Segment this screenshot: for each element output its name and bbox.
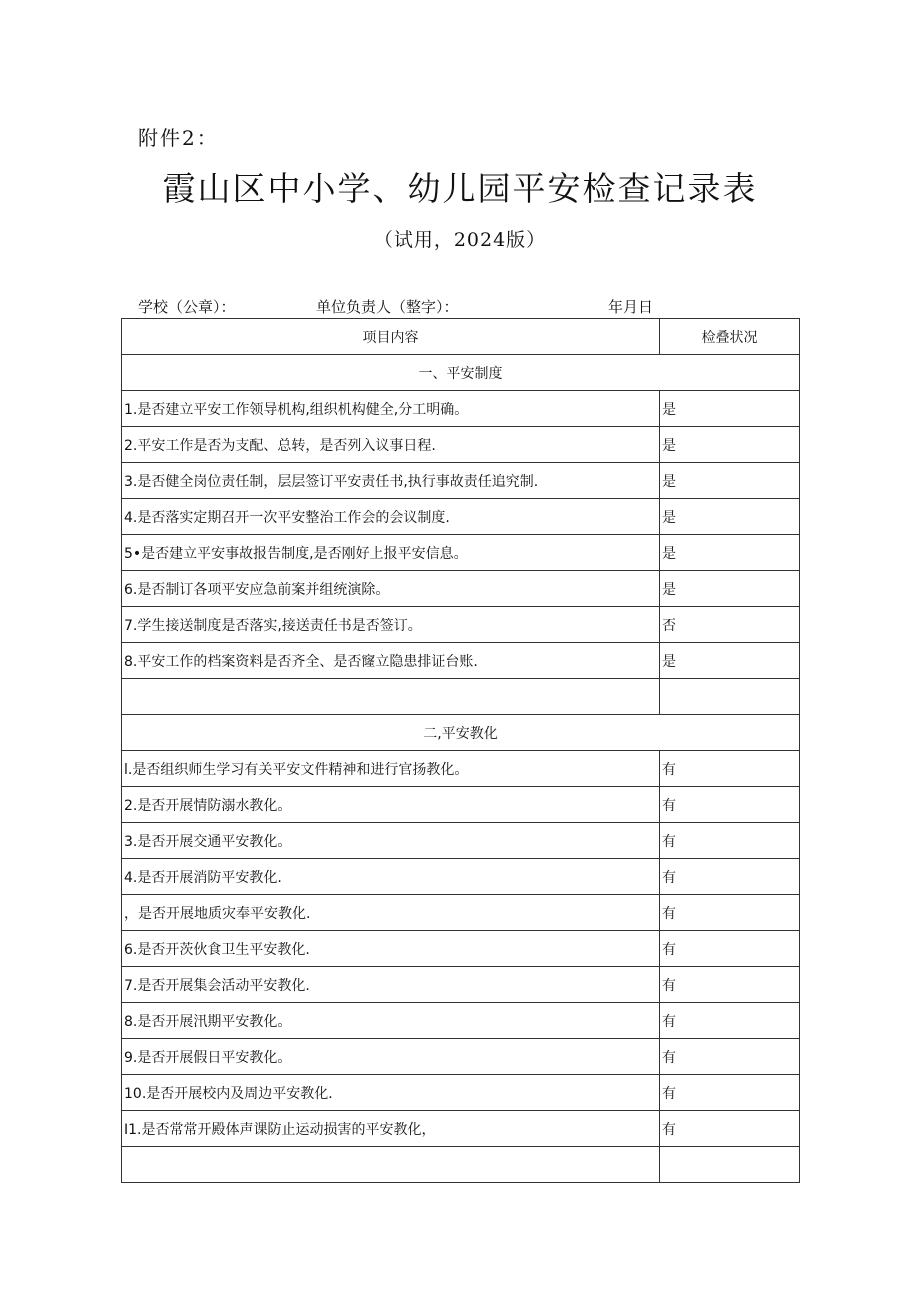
- header-item-content: 项目内容: [122, 319, 660, 355]
- inspection-status-cell: 有: [660, 931, 800, 967]
- attachment-label: 附件2：: [138, 126, 219, 150]
- table-row: [122, 1075, 800, 1111]
- table-row: [122, 751, 800, 787]
- table-row: [122, 1003, 800, 1039]
- inspection-status-cell: 是: [660, 427, 800, 463]
- item-content-cell: 9.是否开展假日平安教化。: [122, 1039, 660, 1075]
- inspection-status-cell: 是: [660, 535, 800, 571]
- table-row: [122, 571, 800, 607]
- inspection-status-cell: 有: [660, 1111, 800, 1147]
- table-row: [122, 1147, 800, 1183]
- item-content-cell: 7.学生接送制度是否落实,接送责任书是否签订。: [122, 607, 660, 643]
- item-content-cell: 1.是否建立平安工作领导机构,组织机构健全,分工明确。: [122, 391, 660, 427]
- document-subtitle: （试用，2024版）: [373, 229, 547, 251]
- table-row: [122, 967, 800, 1003]
- table-row: [122, 535, 800, 571]
- inspection-status-cell: 是: [660, 571, 800, 607]
- table-row: [122, 895, 800, 931]
- table-header-row: [122, 319, 800, 355]
- inspection-status-cell: 有: [660, 751, 800, 787]
- item-content-cell: [122, 679, 660, 715]
- inspection-status-cell: 否: [660, 607, 800, 643]
- item-content-cell: 4.是否落实定期召开一次平安整治工作会的会议制度.: [122, 499, 660, 535]
- section-title: 二,平安教化: [122, 715, 800, 751]
- date-label: 年月日: [608, 298, 654, 316]
- person-in-charge-label: 单位负责人（整字）：: [316, 298, 459, 316]
- table-row: [122, 391, 800, 427]
- item-content-cell: 3.是否开展交通平安教化。: [122, 823, 660, 859]
- item-content-cell: 3.是否健全岗位责任制，层层签订平安责任书,执行事故责任追究制.: [122, 463, 660, 499]
- inspection-status-cell: 有: [660, 1075, 800, 1111]
- inspection-status-cell: 有: [660, 823, 800, 859]
- item-content-cell: 5•是否建立平安事故报告制度,是否刚好上报平安信息。: [122, 535, 660, 571]
- document-title: 霞山区中小学、幼儿园平安检查记录表: [162, 169, 758, 208]
- inspection-status-cell: [660, 679, 800, 715]
- section-header-row: [122, 715, 800, 751]
- inspection-record-table: [121, 318, 800, 1183]
- header-inspection-status: 检叠状况: [660, 319, 800, 355]
- inspection-status-cell: 是: [660, 643, 800, 679]
- table-row: [122, 607, 800, 643]
- school-seal-label: 学校（公章）：: [138, 298, 236, 316]
- inspection-status-cell: 有: [660, 1003, 800, 1039]
- item-content-cell: 10.是否开展校内及周边平安教化.: [122, 1075, 660, 1111]
- item-content-cell: 6.是否制订各项平安应急前案并组统演除。: [122, 571, 660, 607]
- table-row: [122, 463, 800, 499]
- table-row: [122, 427, 800, 463]
- item-content-cell: 8.平安工作的档案资料是否齐全、是否窿立隐患排证台账.: [122, 643, 660, 679]
- inspection-status-cell: 有: [660, 1039, 800, 1075]
- item-content-cell: l.是否组织师生学习有关平安文件精神和进行官扬教化。: [122, 751, 660, 787]
- inspection-status-cell: 有: [660, 967, 800, 1003]
- table-row: [122, 499, 800, 535]
- inspection-status-cell: 是: [660, 463, 800, 499]
- table-row: [122, 1039, 800, 1075]
- table-row: [122, 643, 800, 679]
- section-header-row: [122, 355, 800, 391]
- item-content-cell: I1.是否常常开殿体声课防止运动损害的平安教化，: [122, 1111, 660, 1147]
- item-content-cell: 6.是否开茨伙食卫生平安教化.: [122, 931, 660, 967]
- section-title: 一、平安制度: [122, 355, 800, 391]
- item-content-cell: 2.平安工作是否为支配、总转，是否列入议事日程.: [122, 427, 660, 463]
- item-content-cell: 2.是否开展情防溺水教化。: [122, 787, 660, 823]
- inspection-status-cell: [660, 1147, 800, 1183]
- table-row: [122, 823, 800, 859]
- item-content-cell: 8.是否开展汛期平安教化。: [122, 1003, 660, 1039]
- item-content-cell: [122, 1147, 660, 1183]
- table-row: [122, 679, 800, 715]
- table-row: [122, 1111, 800, 1147]
- inspection-status-cell: 有: [660, 895, 800, 931]
- inspection-status-cell: 有: [660, 859, 800, 895]
- item-content-cell: 4.是否开展消防平安教化.: [122, 859, 660, 895]
- inspection-status-cell: 是: [660, 391, 800, 427]
- table-row: [122, 931, 800, 967]
- item-content-cell: ，是否开展地质灾奉平安教化.: [122, 895, 660, 931]
- table-row: [122, 859, 800, 895]
- item-content-cell: 7.是否开展集会活动平安教化.: [122, 967, 660, 1003]
- table-row: [122, 787, 800, 823]
- inspection-status-cell: 是: [660, 499, 800, 535]
- inspection-status-cell: 有: [660, 787, 800, 823]
